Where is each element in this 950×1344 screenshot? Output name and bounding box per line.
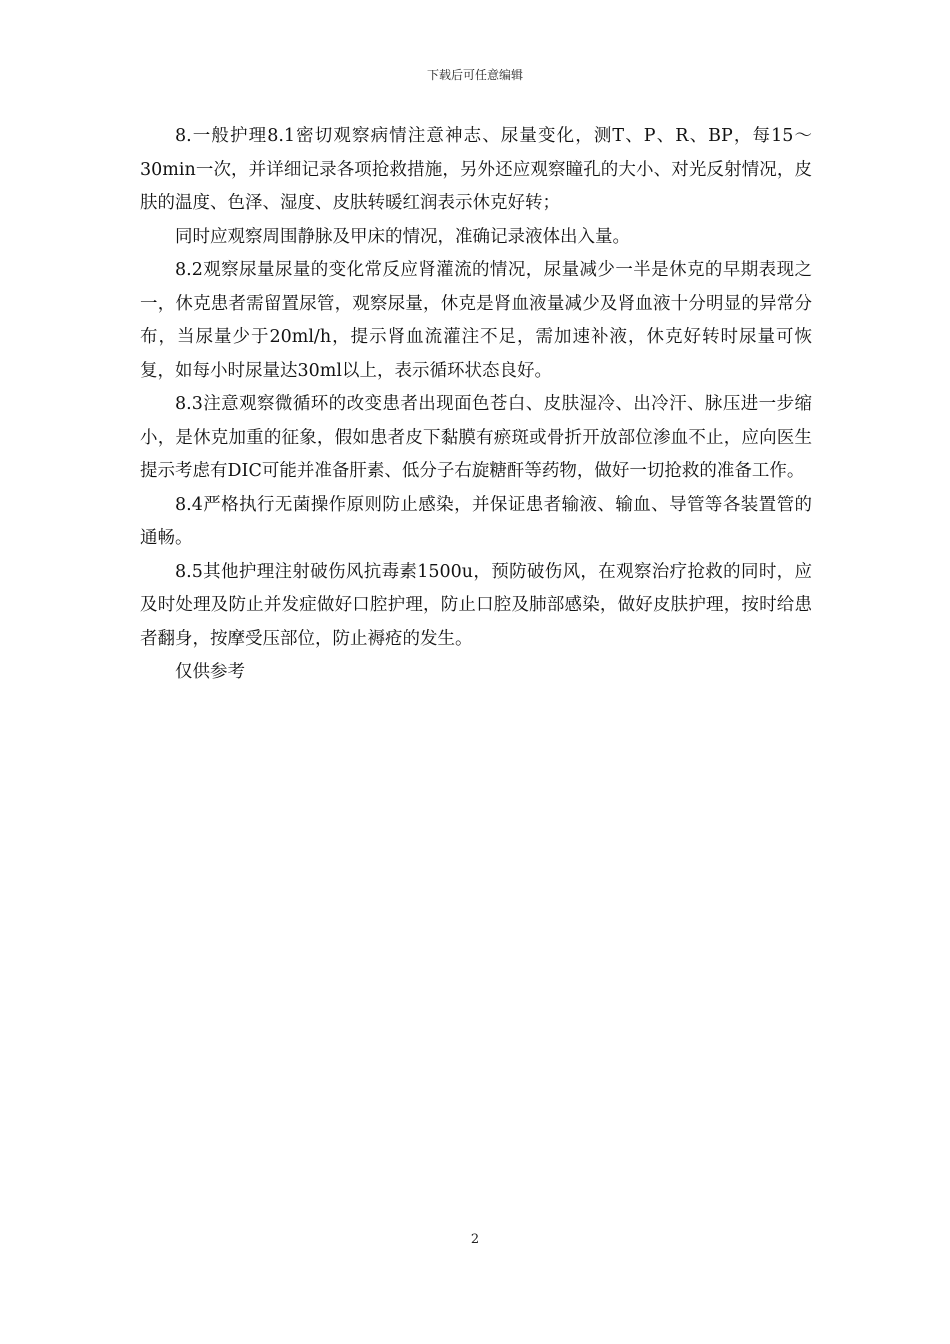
- paragraph-microcirculation: 8.3注意观察微循环的改变患者出现面色苍白、皮肤湿冷、出冷汗、脉压进一步缩小，是休克加重的征象，假如患者皮下黏膜有瘀斑或骨折开放部位渗血不止，应向医生提示考虑有DIC可能并准备肝素、低分子右旋糖酐等药物，做好一切抢救的准备工作。: [140, 394, 812, 481]
- paragraph-reference-note: 仅供参考: [175, 662, 245, 682]
- page-number: 2: [470, 1232, 480, 1247]
- document-body: [140, 120, 812, 690]
- paragraph-vein-observation: 同时应观察周围静脉及甲床的情况，准确记录液体出入量。: [175, 226, 630, 247]
- paragraph-aseptic-operation: 8.4严格执行无菌操作原则防止感染，并保证患者输液、输血、导管等各装置管的通畅。: [140, 494, 812, 548]
- paragraph-other-care: 8.5其他护理注射破伤风抗毒素1500u，预防破伤风，在观察治疗抢救的同时，应及时处理及防止并发症做好口腔护理，防止口腔及肺部感染，做好皮肤护理，按时给患者翻身，按摩受压部位，防止褥疮的发生。: [140, 561, 812, 649]
- paragraph-general-care: 8.一般护理8.1密切观察病情注意神志、尿量变化，测T、P、R、BP，每15～30min一次，并详细记录各项抢救措施，另外还应观察瞳孔的大小、对光反射情况，皮肤的温度、色泽、湿度、皮肤转暖红润表示休克好转；: [140, 126, 812, 213]
- page-header: 下载后可任意编辑: [426, 68, 523, 82]
- paragraph-urine-volume: 8.2观察尿量尿量的变化常反应肾灌流的情况，尿量减少一半是休克的早期表现之一，休克患者需留置尿管，观察尿量，休克是肾血液量减少及肾血液十分明显的异常分布，当尿量少于20ml/h，提示肾血流灌注不足，需加速补液，休克好转时尿量可恢复，如每小时尿量达30ml以上，表示循环状态良好。: [140, 260, 812, 381]
